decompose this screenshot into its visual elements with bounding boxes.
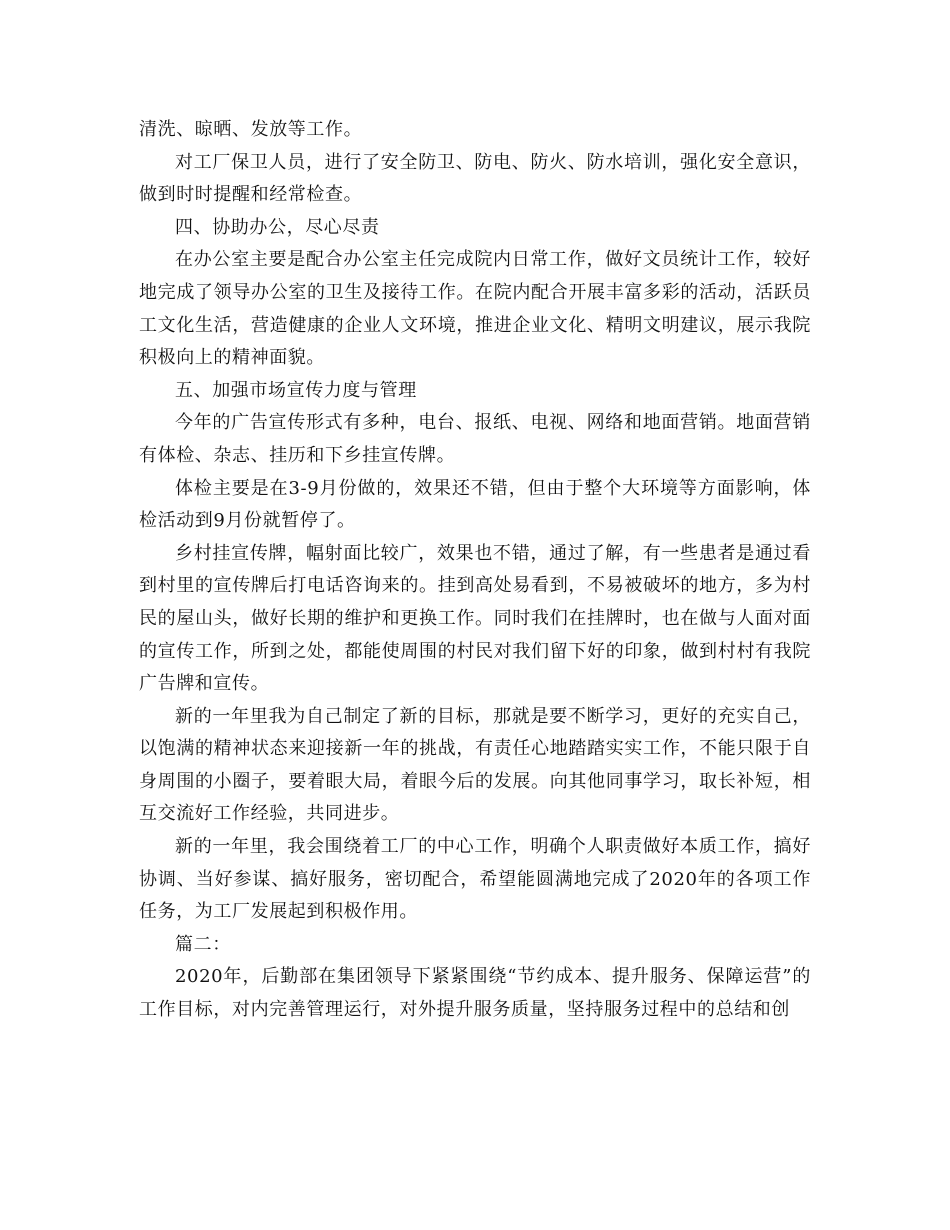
paragraph: 新的一年里我为自己制定了新的目标，那就是要不断学习，更好的充实自己，以饱满的精神状态来迎接新一年的挑战，有责任心地踏踏实实工作，不能只限于自身周围的小圈子，要着眼大局，着眼今后的发展。向其他同事学习，取长补短，相互交流好工作经验，共同进步。 [139,705,811,825]
paragraph: 清洗、晾晒、发放等工作。 [139,119,363,140]
paragraph: 体检主要是在3-9月份做的，效果还不错，但由于整个大环境等方面影响，体检活动到9月份就暂停了。 [139,477,811,532]
paragraph: 新的一年里，我会围绕着工厂的中心工作，明确个人职责做好本质工作，搞好协调、当好参谋、搞好服务，密切配合，希望能圆满地完成了2020年的各项工作任务，为工厂发展起到积极作用。 [139,836,811,923]
section-heading: 篇二： [175,933,231,955]
paragraph: 在办公室主要是配合办公室主任完成院内日常工作，做好文员统计工作，较好地完成了领导办公室的卫生及接待工作。在院内配合开展丰富多彩的活动，活跃员工文化生活，营造健康的企业人文环境，推进企业文化、精明文明建议，展示我院积极向上的精神面貌。 [139,249,811,369]
paragraph: 今年的广告宣传形式有多种，电台、报纸、电视、网络和地面营销。地面营销有体检、杂志、挂历和下乡挂宣传牌。 [139,412,811,466]
paragraph: 对工厂保卫人员，进行了安全防卫、防电、防火、防水培训，强化安全意识，做到时时提醒和经常检查。 [139,151,811,206]
section-heading: 四、协助办公，尽心尽责 [175,216,380,238]
paragraph: 2020年，后勤部在集团领导下紧紧围绕“节约成本、提升服务、保障运营”的工作目标，对内完善管理运行，对外提升服务质量，坚持服务过程中的总结和创 [139,966,811,1021]
document-body [139,114,811,1027]
paragraph: 乡村挂宣传牌，幅射面比较广，效果也不错，通过了解，有一些患者是通过看到村里的宣传牌后打电话咨询来的。挂到高处易看到，不易被破坏的地方，多为村民的屋山头，做好长期的维护和更换工作。同时我们在挂牌时，也在做与人面对面的宣传工作，所到之处，都能使周围的村民对我们留下好的印象，做到村村有我院广告牌和宣传。 [139,542,811,695]
section-heading: 五、加强市场宣传力度与管理 [175,379,417,401]
